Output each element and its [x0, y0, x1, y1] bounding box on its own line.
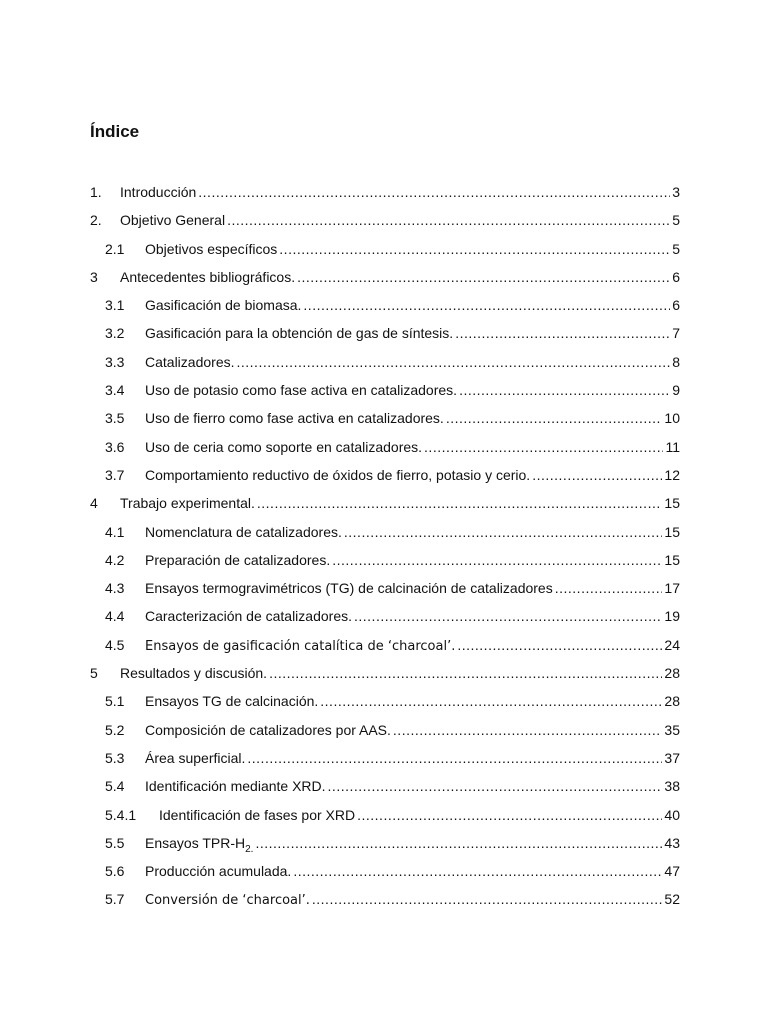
toc-page: 7 [672, 325, 680, 342]
dot-leader [269, 665, 662, 681]
toc-number: 4.3 [105, 580, 125, 597]
toc-page: 15 [664, 551, 680, 568]
toc-title: Composición de catalizadores por AAS. [145, 721, 391, 738]
toc-title: Trabajo experimental. [120, 495, 255, 512]
dot-leader [393, 722, 663, 738]
toc-entry-5-4-1[interactable] [90, 807, 680, 835]
dot-leader [198, 184, 670, 200]
toc-page: 52 [664, 891, 680, 908]
toc-page: 12 [664, 466, 680, 483]
toc-number: 1. [90, 184, 102, 200]
toc-entry-5-6[interactable] [90, 863, 680, 891]
toc-title: Objetivos específicos [145, 240, 278, 257]
dot-leader [459, 382, 670, 398]
toc-entry-3[interactable] [90, 269, 680, 297]
toc-number: 4.1 [105, 523, 125, 540]
toc-entry-5[interactable] [90, 665, 680, 693]
toc-page: 38 [664, 778, 680, 795]
toc-entry-4-5[interactable] [90, 637, 680, 665]
toc-entry-5-2[interactable] [90, 722, 680, 750]
toc-title-subscript: 2. [245, 843, 254, 855]
toc-number: 5.5 [105, 834, 125, 851]
toc-page: 24 [664, 636, 680, 653]
toc-title: Introducción [120, 184, 197, 200]
toc-title: Antecedentes bibliográficos. [120, 268, 296, 285]
toc-title: Gasificación de biomasa. [145, 297, 302, 314]
dot-leader [255, 835, 662, 851]
toc-entry-5-3[interactable] [90, 750, 680, 778]
table-of-contents [90, 184, 680, 920]
dot-leader [532, 467, 662, 483]
toc-entry-5-1[interactable] [90, 693, 680, 721]
dot-leader [328, 778, 663, 794]
toc-page: 40 [664, 806, 680, 823]
toc-title [145, 835, 253, 855]
toc-number: 5.4.1 [105, 806, 137, 823]
toc-number: 3.3 [105, 353, 125, 370]
toc-number: 3.4 [105, 382, 125, 399]
toc-page: 6 [672, 268, 680, 285]
toc-number: 5.2 [105, 721, 125, 738]
toc-title: Ensayos TG de calcinación. [145, 693, 319, 710]
toc-page: 43 [664, 834, 680, 851]
dot-leader [424, 439, 663, 455]
toc-page: 15 [664, 495, 680, 512]
toc-title: Ensayos de gasificación catalítica de ‘charcoal’. [145, 638, 456, 654]
toc-entry-1[interactable] [90, 184, 680, 212]
toc-number: 5.1 [105, 693, 125, 710]
toc-number: 4.5 [105, 636, 125, 653]
toc-number: 3.7 [105, 466, 125, 483]
toc-title: Área superficial. [145, 749, 246, 766]
toc-number: 4.4 [105, 608, 125, 625]
toc-title: Comportamiento reductivo de óxidos de fierro, potasio y cerio. [145, 466, 531, 483]
toc-title: Producción acumulada. [145, 863, 292, 880]
toc-entry-3-5[interactable] [90, 410, 680, 438]
toc-number: 5.7 [105, 891, 125, 908]
toc-entry-5-7[interactable] [90, 891, 680, 919]
dot-leader [357, 807, 662, 823]
toc-page: 6 [672, 297, 680, 314]
toc-entry-4-2[interactable] [90, 552, 680, 580]
toc-entry-2[interactable] [90, 212, 680, 240]
toc-title: Uso de fierro como fase activa en catalizadores. [145, 410, 444, 427]
toc-entry-3-4[interactable] [90, 382, 680, 410]
toc-entry-3-6[interactable] [90, 439, 680, 467]
toc-number: 5.4 [105, 778, 125, 795]
toc-title: Uso de ceria como soporte en catalizadores. [145, 438, 423, 455]
toc-page: 47 [664, 863, 680, 880]
toc-entry-3-2[interactable] [90, 325, 680, 353]
toc-title: Ensayos termogravimétricos (TG) de calcinación de catalizadores [145, 580, 553, 597]
toc-entry-3-1[interactable] [90, 297, 680, 325]
dot-leader [237, 354, 671, 370]
toc-entry-2-1[interactable] [90, 241, 680, 269]
dot-leader [247, 750, 662, 766]
toc-page: 15 [664, 523, 680, 540]
dot-leader [344, 524, 663, 540]
toc-title: Objetivo General [120, 212, 226, 229]
toc-entry-4[interactable] [90, 495, 680, 523]
toc-page: 28 [664, 665, 680, 682]
toc-title: Caracterización de catalizadores. [145, 608, 352, 625]
toc-number: 3.5 [105, 410, 125, 427]
toc-number: 5.6 [105, 863, 125, 880]
page-title: Índice [90, 122, 140, 141]
toc-page: 10 [664, 410, 680, 427]
dot-leader [297, 269, 670, 285]
dot-leader [293, 863, 662, 879]
toc-number: 3.1 [105, 297, 125, 314]
toc-page: 5 [672, 240, 680, 257]
toc-page: 3 [672, 184, 680, 200]
toc-title: Identificación de fases por XRD [159, 806, 356, 823]
toc-title: Gasificación para la obtención de gas de síntesis. [145, 325, 454, 342]
toc-page: 11 [665, 438, 680, 455]
toc-title: Catalizadores. [145, 353, 235, 370]
dot-leader [279, 241, 670, 257]
toc-page: 19 [664, 608, 680, 625]
toc-number: 3 [90, 268, 98, 285]
dot-leader [312, 891, 663, 907]
dot-leader [457, 637, 662, 653]
dot-leader [555, 580, 663, 596]
toc-entry-4-1[interactable] [90, 524, 680, 552]
toc-title: Uso de potasio como fase activa en catalizadores. [145, 382, 458, 399]
toc-title: Conversión de ‘charcoal’. [145, 893, 310, 909]
toc-entry-3-3[interactable] [90, 354, 680, 382]
toc-entry-3-7[interactable] [90, 467, 680, 495]
toc-number: 3.2 [105, 325, 125, 342]
dot-leader [303, 297, 670, 313]
toc-entry-5-5[interactable] [90, 835, 680, 863]
dot-leader [257, 495, 663, 511]
toc-page: 17 [664, 580, 680, 597]
dot-leader [332, 552, 662, 568]
dot-leader [354, 608, 662, 624]
toc-number: 4.2 [105, 551, 125, 568]
dot-leader [455, 325, 670, 341]
toc-page: 35 [664, 721, 680, 738]
dot-leader [320, 693, 662, 709]
toc-number: 2.1 [105, 240, 125, 257]
toc-entry-4-3[interactable] [90, 580, 680, 608]
toc-page: 37 [664, 749, 680, 766]
toc-title: Preparación de catalizadores. [145, 551, 331, 568]
toc-page: 5 [672, 212, 680, 229]
toc-page: 28 [664, 693, 680, 710]
toc-entry-5-4[interactable] [90, 778, 680, 806]
toc-page: 8 [672, 353, 680, 370]
toc-title: Resultados y discusión. [120, 665, 268, 682]
toc-number: 2. [90, 212, 102, 229]
toc-page: 9 [672, 382, 680, 399]
toc-title: Identificación mediante XRD. [145, 778, 326, 795]
toc-title-text: Ensayos TPR-H [145, 834, 246, 851]
toc-number: 3.6 [105, 438, 125, 455]
toc-number: 4 [90, 495, 98, 512]
toc-entry-4-4[interactable] [90, 608, 680, 636]
toc-number: 5.3 [105, 749, 125, 766]
dot-leader [227, 212, 670, 228]
toc-number: 5 [90, 665, 98, 682]
dot-leader [446, 410, 663, 426]
toc-title: Nomenclatura de catalizadores. [145, 523, 342, 540]
